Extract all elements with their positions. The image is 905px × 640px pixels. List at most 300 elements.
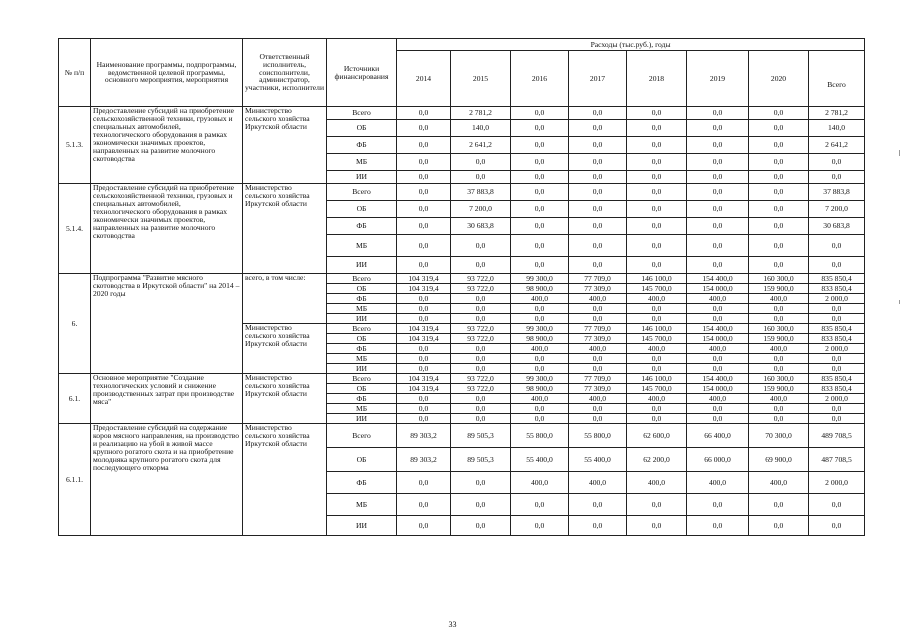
year-value: 0,0 (627, 218, 687, 235)
year-value: 0,0 (749, 184, 809, 201)
year-value: 400,0 (749, 344, 809, 354)
year-value: 0,0 (749, 364, 809, 374)
header-year: 2019 (687, 51, 749, 107)
funding-source: ФБ (327, 294, 397, 304)
year-value: 0,0 (687, 414, 749, 424)
year-value: 0,0 (569, 201, 627, 218)
year-value: 400,0 (627, 472, 687, 494)
year-value: 77 309,0 (569, 384, 627, 394)
year-value: 0,0 (687, 404, 749, 414)
year-value: 0,0 (687, 184, 749, 201)
year-value: 400,0 (569, 294, 627, 304)
year-value: 98 900,0 (511, 334, 569, 344)
responsible-executor: Министерство сельского хозяйства Иркутской области (243, 184, 327, 274)
year-value: 0,0 (397, 120, 451, 137)
year-value: 140,0 (451, 120, 511, 137)
funding-source: Всего (327, 324, 397, 334)
year-value: 400,0 (511, 344, 569, 354)
year-value: 0,0 (687, 107, 749, 120)
year-value: 400,0 (569, 394, 627, 404)
year-value: 7 200,0 (451, 201, 511, 218)
year-value: 0,0 (627, 171, 687, 184)
year-value: 55 400,0 (511, 448, 569, 472)
year-value: 77 709,0 (569, 274, 627, 284)
year-value: 0,0 (627, 314, 687, 324)
responsible-executor: всего, в том числе: (243, 274, 327, 324)
total-value: 0,0 (809, 354, 865, 364)
year-value: 0,0 (687, 257, 749, 274)
funding-source: Всего (327, 184, 397, 201)
year-value: 145 700,0 (627, 384, 687, 394)
year-value: 159 900,0 (749, 334, 809, 344)
year-value: 0,0 (687, 364, 749, 374)
year-value: 93 722,0 (451, 324, 511, 334)
year-value: 0,0 (749, 354, 809, 364)
year-value: 400,0 (569, 344, 627, 354)
year-value: 66 400,0 (687, 424, 749, 448)
header-year: 2017 (569, 51, 627, 107)
total-value: 7 200,0 (809, 201, 865, 218)
year-value: 0,0 (569, 171, 627, 184)
funding-source: ОБ (327, 448, 397, 472)
year-value: 0,0 (687, 516, 749, 536)
year-value: 0,0 (451, 354, 511, 364)
total-value: 2 000,0 (809, 344, 865, 354)
year-value: 400,0 (627, 344, 687, 354)
year-value: 93 722,0 (451, 284, 511, 294)
year-value: 0,0 (627, 137, 687, 154)
year-value: 0,0 (569, 137, 627, 154)
total-value: 487 708,5 (809, 448, 865, 472)
year-value: 104 319,4 (397, 324, 451, 334)
year-value: 30 683,8 (451, 218, 511, 235)
year-value: 62 200,0 (627, 448, 687, 472)
year-value: 2 641,2 (451, 137, 511, 154)
funding-source: ИИ (327, 314, 397, 324)
year-value: 0,0 (687, 314, 749, 324)
budget-table (58, 38, 865, 536)
funding-source: ФБ (327, 472, 397, 494)
table-row (59, 107, 865, 120)
year-value: 66 000,0 (687, 448, 749, 472)
year-value: 55 800,0 (511, 424, 569, 448)
year-value: 0,0 (511, 257, 569, 274)
year-value: 0,0 (627, 404, 687, 414)
total-value: 835 850,4 (809, 374, 865, 384)
responsible-executor: Министерство сельского хозяйства Иркутской области (243, 424, 327, 536)
year-value: 0,0 (749, 516, 809, 536)
year-value: 104 319,4 (397, 384, 451, 394)
year-value: 55 400,0 (569, 448, 627, 472)
funding-source: ОБ (327, 284, 397, 294)
year-value: 0,0 (687, 137, 749, 154)
year-value: 400,0 (749, 472, 809, 494)
item-code: 5.1.4. (59, 184, 91, 274)
year-value: 98 900,0 (511, 284, 569, 294)
total-value: 140,0 (809, 120, 865, 137)
year-value: 0,0 (511, 107, 569, 120)
year-value: 0,0 (397, 294, 451, 304)
funding-source: ОБ (327, 384, 397, 394)
year-value: 0,0 (451, 404, 511, 414)
item-name: Предоставление субсидий на содержание коров мясного направления, на производство и реализацию на убой в живой массе крупного рогатого скота и на приобретение молодняка крупного рогатого скота для последующего откорма (91, 424, 243, 536)
total-value: 835 850,4 (809, 324, 865, 334)
year-value: 0,0 (511, 494, 569, 516)
funding-source: МБ (327, 494, 397, 516)
year-value: 93 722,0 (451, 334, 511, 344)
year-value: 0,0 (627, 304, 687, 314)
scan-edge-mark (899, 150, 900, 156)
year-value: 0,0 (397, 107, 451, 120)
year-value: 400,0 (511, 294, 569, 304)
funding-source: МБ (327, 304, 397, 314)
funding-source: ИИ (327, 414, 397, 424)
year-value: 104 319,4 (397, 374, 451, 384)
year-value: 0,0 (511, 120, 569, 137)
year-value: 0,0 (451, 344, 511, 354)
funding-source: ФБ (327, 394, 397, 404)
year-value: 0,0 (749, 137, 809, 154)
year-value: 0,0 (627, 107, 687, 120)
year-value: 0,0 (569, 257, 627, 274)
year-value: 89 505,3 (451, 448, 511, 472)
year-value: 0,0 (511, 235, 569, 257)
item-name: Основное мероприятие "Создание технологических условий и снижение производственных затрат при производстве мяса" (91, 374, 243, 424)
year-value: 0,0 (749, 171, 809, 184)
funding-source: МБ (327, 404, 397, 414)
funding-source: ОБ (327, 201, 397, 218)
year-value: 62 600,0 (627, 424, 687, 448)
year-value: 154 400,0 (687, 274, 749, 284)
year-value: 99 300,0 (511, 374, 569, 384)
funding-source: ОБ (327, 120, 397, 137)
header-year: 2020 (749, 51, 809, 107)
year-value: 89 303,2 (397, 424, 451, 448)
year-value: 0,0 (749, 404, 809, 414)
year-value: 0,0 (569, 354, 627, 364)
total-value: 833 850,4 (809, 334, 865, 344)
year-value: 0,0 (511, 516, 569, 536)
year-value: 154 000,0 (687, 284, 749, 294)
header-name: Наименование программы, подпрограммы, ведомственной целевой программы, основного мероприятия, мероприятия (91, 39, 243, 107)
year-value: 0,0 (627, 494, 687, 516)
total-value: 2 000,0 (809, 394, 865, 404)
year-value: 0,0 (511, 314, 569, 324)
year-value: 77 309,0 (569, 334, 627, 344)
funding-source: ИИ (327, 364, 397, 374)
item-name: Предоставление субсидий на приобретение сельскохозяйственной техники, грузовых и специальных автомобилей, технологического оборудования в рамках экономически значимых проектов, направленных на развитие молочного скотоводства (91, 107, 243, 184)
year-value: 0,0 (749, 201, 809, 218)
item-name: Предоставление субсидий на приобретение сельскохозяйственной техники, грузовых и специальных автомобилей, технологического оборудования в рамках экономически значимых проектов, направленных на развитие молочного скотоводства (91, 184, 243, 274)
responsible-executor: Министерство сельского хозяйства Иркутской области (243, 324, 327, 374)
scan-edge-mark (899, 300, 900, 304)
total-value: 489 708,5 (809, 424, 865, 448)
item-code: 6. (59, 274, 91, 374)
year-value: 0,0 (397, 472, 451, 494)
year-value: 0,0 (569, 154, 627, 171)
year-value: 0,0 (749, 218, 809, 235)
year-value: 0,0 (569, 218, 627, 235)
year-value: 0,0 (749, 120, 809, 137)
total-value: 0,0 (809, 154, 865, 171)
funding-source: МБ (327, 154, 397, 171)
header-year: 2016 (511, 51, 569, 107)
year-value: 0,0 (569, 235, 627, 257)
year-value: 0,0 (451, 235, 511, 257)
year-value: 0,0 (511, 414, 569, 424)
year-value: 0,0 (687, 494, 749, 516)
year-value: 0,0 (511, 171, 569, 184)
year-value: 0,0 (569, 404, 627, 414)
total-value: 833 850,4 (809, 384, 865, 394)
year-value: 0,0 (511, 218, 569, 235)
total-value: 0,0 (809, 364, 865, 374)
year-value: 0,0 (569, 314, 627, 324)
total-value: 2 000,0 (809, 472, 865, 494)
year-value: 77 309,0 (569, 284, 627, 294)
year-value: 146 100,0 (627, 374, 687, 384)
funding-source: Всего (327, 424, 397, 448)
year-value: 0,0 (397, 137, 451, 154)
year-value: 0,0 (749, 107, 809, 120)
year-value: 0,0 (511, 184, 569, 201)
year-value: 145 700,0 (627, 334, 687, 344)
year-value: 0,0 (627, 414, 687, 424)
year-value: 0,0 (397, 344, 451, 354)
item-code: 6.1. (59, 374, 91, 424)
year-value: 154 000,0 (687, 384, 749, 394)
year-value: 0,0 (451, 294, 511, 304)
year-value: 77 709,0 (569, 324, 627, 334)
year-value: 400,0 (511, 394, 569, 404)
year-value: 104 319,4 (397, 274, 451, 284)
year-value: 0,0 (687, 120, 749, 137)
funding-source: ИИ (327, 257, 397, 274)
year-value: 89 505,3 (451, 424, 511, 448)
year-value: 400,0 (687, 394, 749, 404)
header-year: 2018 (627, 51, 687, 107)
header-total: Всего (809, 51, 865, 107)
total-value: 0,0 (809, 257, 865, 274)
year-value: 55 800,0 (569, 424, 627, 448)
year-value: 0,0 (627, 154, 687, 171)
year-value: 0,0 (687, 354, 749, 364)
year-value: 0,0 (627, 184, 687, 201)
year-value: 0,0 (511, 364, 569, 374)
year-value: 0,0 (397, 314, 451, 324)
year-value: 0,0 (451, 154, 511, 171)
year-value: 400,0 (749, 394, 809, 404)
year-value: 0,0 (749, 414, 809, 424)
header-source: Источники финансирования (327, 39, 397, 107)
year-value: 0,0 (451, 364, 511, 374)
total-value: 30 683,8 (809, 218, 865, 235)
year-value: 0,0 (569, 107, 627, 120)
year-value: 93 722,0 (451, 384, 511, 394)
table-row (59, 274, 865, 284)
year-value: 145 700,0 (627, 284, 687, 294)
year-value: 0,0 (569, 414, 627, 424)
year-value: 0,0 (451, 304, 511, 314)
year-value: 0,0 (511, 154, 569, 171)
funding-source: ИИ (327, 171, 397, 184)
year-value: 0,0 (397, 364, 451, 374)
table-row (59, 424, 865, 448)
year-value: 0,0 (749, 257, 809, 274)
year-value: 0,0 (451, 171, 511, 184)
year-value: 0,0 (687, 171, 749, 184)
year-value: 0,0 (511, 304, 569, 314)
total-value: 0,0 (809, 314, 865, 324)
funding-source: ФБ (327, 344, 397, 354)
year-value: 99 300,0 (511, 324, 569, 334)
year-value: 159 900,0 (749, 284, 809, 294)
year-value: 0,0 (627, 120, 687, 137)
year-value: 0,0 (397, 201, 451, 218)
year-value: 0,0 (397, 414, 451, 424)
year-value: 0,0 (397, 394, 451, 404)
total-value: 835 850,4 (809, 274, 865, 284)
funding-source: Всего (327, 374, 397, 384)
year-value: 0,0 (397, 218, 451, 235)
year-value: 0,0 (451, 257, 511, 274)
item-code: 6.1.1. (59, 424, 91, 536)
funding-source: ФБ (327, 137, 397, 154)
year-value: 0,0 (397, 404, 451, 414)
item-code: 5.1.3. (59, 107, 91, 184)
responsible-executor: Министерство сельского хозяйства Иркутской области (243, 374, 327, 424)
year-value: 0,0 (687, 235, 749, 257)
year-value: 0,0 (397, 171, 451, 184)
year-value: 0,0 (687, 218, 749, 235)
year-value: 93 722,0 (451, 374, 511, 384)
header-num: № п/п (59, 39, 91, 107)
year-value: 0,0 (569, 516, 627, 536)
year-value: 0,0 (627, 364, 687, 374)
year-value: 77 709,0 (569, 374, 627, 384)
year-value: 0,0 (451, 394, 511, 404)
total-value: 0,0 (809, 235, 865, 257)
year-value: 0,0 (511, 404, 569, 414)
year-value: 89 303,2 (397, 448, 451, 472)
total-value: 0,0 (809, 516, 865, 536)
year-value: 0,0 (569, 364, 627, 374)
total-value: 2 781,2 (809, 107, 865, 120)
responsible-executor: Министерство сельского хозяйства Иркутской области (243, 107, 327, 184)
total-value: 2 000,0 (809, 294, 865, 304)
year-value: 0,0 (397, 494, 451, 516)
year-value: 160 300,0 (749, 374, 809, 384)
total-value: 37 883,8 (809, 184, 865, 201)
year-value: 154 400,0 (687, 374, 749, 384)
year-value: 0,0 (627, 257, 687, 274)
year-value: 0,0 (687, 304, 749, 314)
item-name: Подпрограмма "Развитие мясного скотоводства в Иркутской области" на 2014 – 2020 годы (91, 274, 243, 374)
page-number: 33 (448, 620, 457, 629)
year-value: 400,0 (627, 294, 687, 304)
funding-source: Всего (327, 107, 397, 120)
year-value: 400,0 (627, 394, 687, 404)
year-value: 0,0 (397, 184, 451, 201)
year-value: 0,0 (397, 154, 451, 171)
funding-source: МБ (327, 354, 397, 364)
year-value: 0,0 (451, 314, 511, 324)
year-value: 0,0 (451, 414, 511, 424)
year-value: 0,0 (627, 354, 687, 364)
year-value: 146 100,0 (627, 324, 687, 334)
funding-source: ОБ (327, 334, 397, 344)
year-value: 400,0 (687, 294, 749, 304)
year-value: 98 900,0 (511, 384, 569, 394)
year-value: 0,0 (749, 304, 809, 314)
table-body (59, 107, 865, 536)
header-responsible: Ответственный исполнитель, соисполнители, администратор, участники, исполнители (243, 39, 327, 107)
total-value: 833 850,4 (809, 284, 865, 294)
year-value: 400,0 (511, 472, 569, 494)
year-value: 69 900,0 (749, 448, 809, 472)
year-value: 0,0 (511, 354, 569, 364)
year-value: 0,0 (511, 201, 569, 218)
year-value: 0,0 (749, 235, 809, 257)
funding-source: ИИ (327, 516, 397, 536)
total-value: 0,0 (809, 494, 865, 516)
year-value: 400,0 (569, 472, 627, 494)
year-value: 0,0 (451, 516, 511, 536)
year-value: 70 300,0 (749, 424, 809, 448)
year-value: 0,0 (749, 494, 809, 516)
year-value: 146 100,0 (627, 274, 687, 284)
year-value: 400,0 (687, 344, 749, 354)
year-value: 0,0 (687, 201, 749, 218)
year-value: 0,0 (397, 354, 451, 364)
funding-source: ФБ (327, 218, 397, 235)
year-value: 0,0 (397, 257, 451, 274)
header-year: 2014 (397, 51, 451, 107)
year-value: 160 300,0 (749, 324, 809, 334)
year-value: 37 883,8 (451, 184, 511, 201)
year-value: 104 319,4 (397, 284, 451, 294)
year-value: 400,0 (687, 472, 749, 494)
table-header (59, 39, 865, 107)
year-value: 0,0 (569, 184, 627, 201)
year-value: 0,0 (749, 154, 809, 171)
header-expenses: Расходы (тыс.руб.), годы (397, 39, 865, 51)
table-row (59, 184, 865, 201)
year-value: 93 722,0 (451, 274, 511, 284)
table-row (59, 374, 865, 384)
year-value: 99 300,0 (511, 274, 569, 284)
year-value: 0,0 (627, 516, 687, 536)
year-value: 0,0 (749, 314, 809, 324)
total-value: 0,0 (809, 171, 865, 184)
year-value: 0,0 (451, 494, 511, 516)
year-value: 104 319,4 (397, 334, 451, 344)
year-value: 0,0 (569, 494, 627, 516)
year-value: 0,0 (451, 472, 511, 494)
year-value: 2 781,2 (451, 107, 511, 120)
funding-source: МБ (327, 235, 397, 257)
year-value: 0,0 (397, 304, 451, 314)
year-value: 0,0 (627, 235, 687, 257)
year-value: 0,0 (397, 516, 451, 536)
total-value: 0,0 (809, 304, 865, 314)
total-value: 2 641,2 (809, 137, 865, 154)
year-value: 159 900,0 (749, 384, 809, 394)
header-year: 2015 (451, 51, 511, 107)
year-value: 0,0 (687, 154, 749, 171)
funding-source: Всего (327, 274, 397, 284)
year-value: 0,0 (397, 235, 451, 257)
